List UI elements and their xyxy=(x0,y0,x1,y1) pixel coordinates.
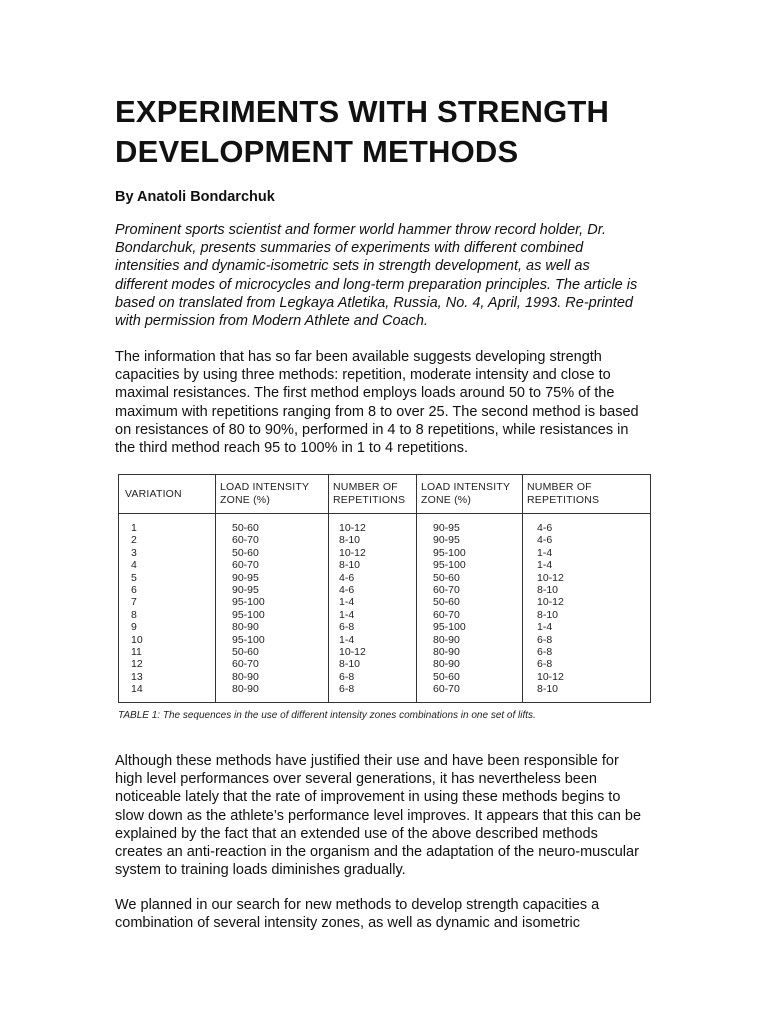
cell-repetitions-2: 1-4 xyxy=(523,559,651,571)
cell-variation: 2 xyxy=(131,534,137,547)
cell-repetitions-1: 10-12 xyxy=(329,514,417,535)
cell-repetitions-1: 10-12 xyxy=(329,646,417,658)
table-row xyxy=(119,646,651,658)
table-row xyxy=(119,596,651,608)
cell-load-intensity-1: 90-95 xyxy=(216,584,329,596)
header-repetitions-1: NUMBER OF REPETITIONS xyxy=(329,475,417,514)
cell-repetitions-2: 10-12 xyxy=(523,671,651,683)
cell-repetitions-1: 8-10 xyxy=(329,658,417,670)
cell-load-intensity-2: 50-60 xyxy=(417,572,523,584)
cell-variation: 8 xyxy=(131,608,137,621)
cell-load-intensity-2: 90-95 xyxy=(417,514,523,535)
cell-load-intensity-1: 50-60 xyxy=(216,514,329,535)
article-title: EXPERIMENTS WITH STRENGTH DEVELOPMENT METHODS xyxy=(115,94,610,169)
cell-load-intensity-2: 50-60 xyxy=(417,671,523,683)
header-repetitions-2: NUMBER OF REPETITIONS xyxy=(523,475,651,514)
cell-repetitions-2: 4-6 xyxy=(523,534,651,546)
cell-load-intensity-1: 95-100 xyxy=(216,634,329,646)
cell-repetitions-2: 8-10 xyxy=(523,609,651,621)
cell-repetitions-2: 4-6 xyxy=(523,514,651,535)
cell-variation: 14 xyxy=(131,683,143,696)
table-caption: TABLE 1: The sequences in the use of different intensity zones combinations in one set of lifts. xyxy=(118,709,536,721)
cell-load-intensity-2: 95-100 xyxy=(417,559,523,571)
intensity-table-figure xyxy=(118,474,650,722)
table-body xyxy=(119,514,651,703)
cell-load-intensity-2: 95-100 xyxy=(417,547,523,559)
cell-load-intensity-1: 95-100 xyxy=(216,596,329,608)
table-row xyxy=(119,559,651,571)
cell-repetitions-1: 6-8 xyxy=(329,683,417,702)
cell-repetitions-1: 6-8 xyxy=(329,671,417,683)
cell-variation: 1 xyxy=(131,522,137,534)
cell-load-intensity-2: 80-90 xyxy=(417,658,523,670)
cell-load-intensity-1: 50-60 xyxy=(216,547,329,559)
body-paragraph-1: The information that has so far been available suggests developing strength capacities by using three methods: repetition, moderate intensity and close to maximal resistances. The first method employs loads around 50 to 75% of the maximum with repetitions ranging from 8 to over 25. The second method is based on resistances of 80 to 90%, performed in 4 to 8 repetitions, while resistances in the third method reach 95 to 100% in 1 to 4 repetitions. xyxy=(115,349,639,457)
article-byline: By Anatoli Bondarchuk xyxy=(115,189,275,205)
table-row xyxy=(119,671,651,683)
cell-repetitions-2: 6-8 xyxy=(523,634,651,646)
cell-repetitions-1: 1-4 xyxy=(329,609,417,621)
cell-repetitions-1: 8-10 xyxy=(329,534,417,546)
table-row xyxy=(119,584,651,596)
cell-load-intensity-1: 80-90 xyxy=(216,683,329,702)
cell-load-intensity-2: 60-70 xyxy=(417,683,523,702)
cell-repetitions-1: 4-6 xyxy=(329,572,417,584)
cell-repetitions-1: 1-4 xyxy=(329,596,417,608)
cell-load-intensity-1: 60-70 xyxy=(216,559,329,571)
cell-load-intensity-1: 60-70 xyxy=(216,534,329,546)
body-paragraph-3: We planned in our search for new methods to develop strength capacities a combination of several intensity zones, as well as dynamic and isometric xyxy=(115,897,600,932)
table-header-row xyxy=(119,475,651,514)
cell-load-intensity-2: 60-70 xyxy=(417,609,523,621)
cell-load-intensity-1: 95-100 xyxy=(216,609,329,621)
cell-variation: 12 xyxy=(131,658,143,671)
cell-load-intensity-1: 80-90 xyxy=(216,621,329,633)
table-row xyxy=(119,658,651,670)
cell-repetitions-1: 4-6 xyxy=(329,584,417,596)
cell-repetitions-2: 6-8 xyxy=(523,646,651,658)
body-paragraph-2: Although these methods have justified their use and have been responsible for high level performances over several generations, it has nevertheless been noticeable lately that the rate of improvement in using these methods begins to slow down as the athlete’s performance level improves. It appears that this can be explained by the fact that an extended use of the above described methods creates an anti-reaction in the organism and the adaptation of the neuro-muscular system to training loads diminishes gradually. xyxy=(115,753,642,879)
cell-repetitions-2: 6-8 xyxy=(523,658,651,670)
table-row xyxy=(119,547,651,559)
cell-variation: 4 xyxy=(131,559,137,572)
cell-repetitions-1: 8-10 xyxy=(329,559,417,571)
cell-variation: 13 xyxy=(131,670,143,683)
cell-load-intensity-1: 50-60 xyxy=(216,646,329,658)
cell-repetitions-1: 10-12 xyxy=(329,547,417,559)
cell-load-intensity-1: 80-90 xyxy=(216,671,329,683)
table-row xyxy=(119,683,651,702)
header-load-intensity-1: LOAD INTENSITY ZONE (%) xyxy=(216,475,329,514)
table-row xyxy=(119,609,651,621)
cell-variation: 10 xyxy=(131,633,143,646)
header-variation: VARIATION xyxy=(119,475,216,514)
cell-repetitions-1: 1-4 xyxy=(329,634,417,646)
cell-variation: 7 xyxy=(131,596,137,609)
cell-repetitions-2: 10-12 xyxy=(523,572,651,584)
cell-load-intensity-2: 80-90 xyxy=(417,634,523,646)
header-load-intensity-2: LOAD INTENSITY ZONE (%) xyxy=(417,475,523,514)
cell-repetitions-2: 1-4 xyxy=(523,621,651,633)
table-row xyxy=(119,621,651,633)
table-row xyxy=(119,634,651,646)
cell-variation: 3 xyxy=(131,546,137,559)
cell-load-intensity-1: 90-95 xyxy=(216,572,329,584)
cell-variation: 5 xyxy=(131,571,137,584)
cell-load-intensity-2: 80-90 xyxy=(417,646,523,658)
article-intro: Prominent sports scientist and former world hammer throw record holder, Dr. Bondarchuk, presents summaries of experiments with different combined intensities and dynamic-isometric sets in strength development, as well as different modes of microcycles and long-term preparation principles. The article is based on translated from Legkaya Atletika, Russia, No. 4, April, 1993. Re-printed with permission from Modern Athlete and Coach. xyxy=(115,222,638,330)
cell-repetitions-2: 8-10 xyxy=(523,584,651,596)
cell-load-intensity-2: 50-60 xyxy=(417,596,523,608)
cell-load-intensity-2: 90-95 xyxy=(417,534,523,546)
cell-repetitions-2: 1-4 xyxy=(523,547,651,559)
cell-repetitions-1: 6-8 xyxy=(329,621,417,633)
cell-load-intensity-2: 95-100 xyxy=(417,621,523,633)
table-row xyxy=(119,534,651,546)
cell-variation: 6 xyxy=(131,584,137,597)
cell-load-intensity-1: 60-70 xyxy=(216,658,329,670)
cell-variation: 11 xyxy=(131,646,142,659)
cell-repetitions-2: 8-10 xyxy=(523,683,651,702)
table-row xyxy=(119,572,651,584)
table-row xyxy=(119,514,651,535)
intensity-zones-table xyxy=(118,474,651,703)
cell-variation: 9 xyxy=(131,621,137,634)
cell-repetitions-2: 10-12 xyxy=(523,596,651,608)
cell-load-intensity-2: 60-70 xyxy=(417,584,523,596)
